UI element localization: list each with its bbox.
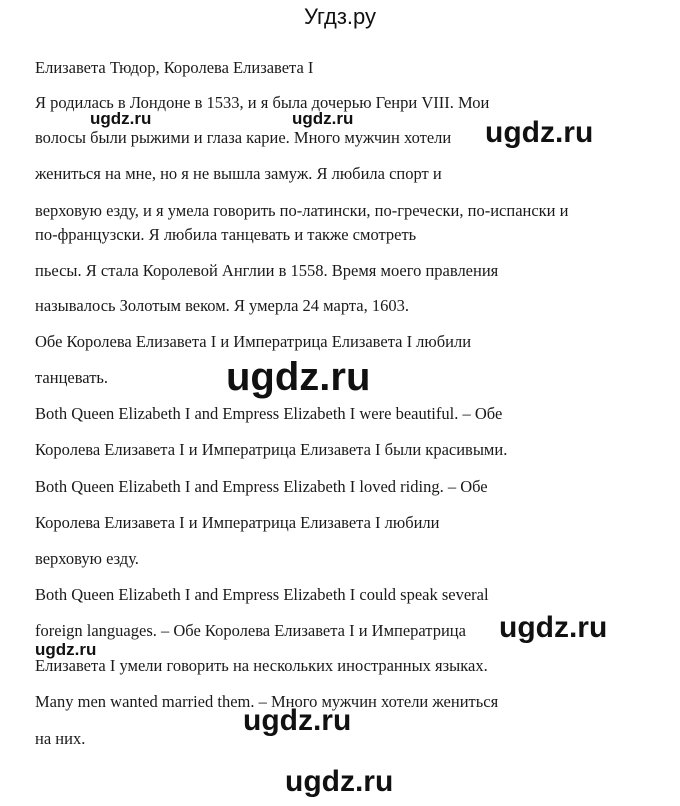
site-title: Угдз.ру bbox=[303, 4, 377, 29]
text-line: пьесы. Я стала Королевой Англии в 1558. Время моего правления bbox=[35, 261, 499, 280]
text-line: Я родилась в Лондоне в 1533, и я была дочерью Генри VIII. Мои bbox=[35, 93, 490, 112]
text-line: называлось Золотым веком. Я умерла 24 марта, 1603. bbox=[35, 296, 409, 315]
watermark: ugdz.ru bbox=[292, 109, 354, 128]
watermark: ugdz.ru bbox=[90, 109, 152, 128]
watermark: ugdz.ru bbox=[499, 611, 608, 644]
text-line: Many men wanted married them. – Много мужчин хотели жениться bbox=[35, 692, 499, 711]
watermark: ugdz.ru bbox=[226, 355, 371, 399]
text-line: на них. bbox=[35, 729, 86, 748]
text-line: Елизавета I умели говорить на нескольких иностранных языках. bbox=[35, 656, 488, 675]
text-line: Both Queen Elizabeth I and Empress Elizabeth I could speak several bbox=[35, 585, 489, 604]
text-line: жениться на мне, но я не вышла замуж. Я любила спорт и bbox=[35, 164, 442, 183]
watermark: ugdz.ru bbox=[485, 116, 594, 149]
text-line: Королева Елизавета I и Императрица Елизавета I любили bbox=[35, 513, 440, 532]
watermark: ugdz.ru bbox=[285, 765, 394, 798]
text-line: волосы были рыжими и глаза карие. Много мужчин хотели bbox=[35, 128, 452, 147]
text-line: Королева Елизавета I и Императрица Елизавета I были красивыми. bbox=[35, 440, 508, 459]
watermark: ugdz.ru bbox=[35, 640, 97, 659]
text-line: верховую езду, и я умела говорить по-латински, по-гречески, по-испански и bbox=[35, 201, 569, 220]
doc-heading: Елизавета Тюдор, Королева Елизавета I bbox=[35, 58, 314, 77]
text-line: по-французски. Я любила танцевать и также смотреть bbox=[35, 225, 417, 244]
watermark: ugdz.ru bbox=[243, 704, 352, 737]
text-line: foreign languages. – Обе Королева Елизавета I и Императрица bbox=[35, 621, 466, 640]
text-line: Both Queen Elizabeth I and Empress Elizabeth I loved riding. – Обе bbox=[35, 477, 488, 496]
text-line: Обе Королева Елизавета I и Императрица Елизавета I любили bbox=[35, 332, 472, 351]
text-line: Both Queen Elizabeth I and Empress Elizabeth I were beautiful. – Обе bbox=[35, 404, 503, 423]
text-line: танцевать. bbox=[35, 368, 109, 387]
text-line: верховую езду. bbox=[35, 549, 139, 568]
